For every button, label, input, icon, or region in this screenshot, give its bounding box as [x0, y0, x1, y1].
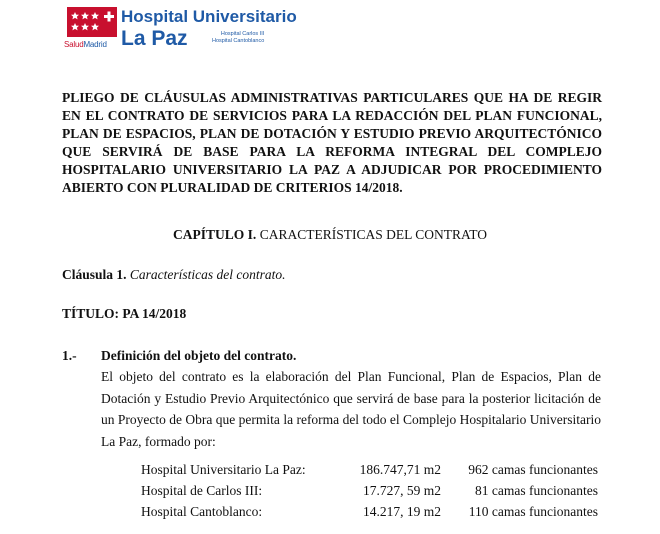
contract-title-code: TÍTULO: PA 14/2018: [62, 306, 187, 321]
site-beds: 110 camas funcionantes: [468, 504, 598, 519]
table-row: [141, 483, 598, 504]
salud-madrid-flag-icon: [66, 6, 118, 40]
site-area: 14.217, 19 m2: [362, 504, 441, 519]
clause-title: Características del contrato.: [126, 267, 286, 282]
table-row: [141, 504, 598, 525]
table-row: [141, 462, 598, 483]
site-name: Hospital de Carlos III:: [141, 483, 263, 498]
chapter-heading: [0, 226, 660, 244]
chapter-label: CAPÍTULO I.: [173, 227, 257, 242]
hospital-name: [121, 7, 297, 51]
chapter-title: CARACTERÍSTICAS DEL CONTRATO: [256, 227, 487, 242]
site-name: Hospital Cantoblanco:: [141, 504, 263, 519]
site-name: Hospital Universitario La Paz:: [141, 462, 306, 477]
section-heading: Definición del objeto del contrato.: [101, 348, 297, 363]
hospital-subsites: [212, 31, 264, 45]
hospital-sub-carlos: Hospital Carlos III: [220, 31, 265, 37]
site-area: 186.747,71 m2: [359, 462, 441, 477]
hospital-sub-cantoblanco: Hospital Cantoblanco: [212, 38, 265, 44]
brand-salud: Salud: [64, 40, 84, 49]
hospital-logo: [66, 6, 296, 50]
document-title: PLIEGO DE CLÁUSULAS ADMINISTRATIVAS PARTICULARES QUE HA DE REGIR EN EL CONTRATO DE SERVICIOS PARA LA REDACCIÓN DEL PLAN FUNCIONAL, PLAN DE ESPACIOS, PLAN DE DOTACIÓN Y ESTUDIO PREVIO ARQUITECTÓNICO QUE SERVIRÁ DE BASE PARA LA REFORMA INTEGRAL DEL COMPLEJO HOSPITALARIO UNIVERSITARIO LA PAZ A ADJUDICAR POR PROCEDIMIENTO ABIERTO CON PLURALIDAD DE CRITERIOS 14/2018.: [62, 90, 602, 195]
hospital-name-line1: Hospital Universitario: [121, 7, 297, 26]
section-number: 1.-: [62, 348, 77, 363]
hospital-sites-table: [141, 462, 598, 525]
clause-heading: [62, 266, 286, 284]
hospital-name-line2: La Paz: [121, 27, 188, 50]
salud-madrid-brand: [64, 40, 107, 49]
site-beds: 962 camas funcionantes: [468, 462, 598, 477]
section-body: El objeto del contrato es la elaboración del Plan Funcional, Plan de Espacios, Plan de Dotación y Estudio Previo Arquitectónico que servirá de base para la posterior licitación de un Proyecto de Obra que permita la reforma del todo el Complejo Hospitalario Universitario La Paz, formado por:: [101, 369, 601, 449]
site-beds: 81 camas funcionantes: [475, 483, 598, 498]
brand-madrid: Madrid: [83, 40, 107, 49]
site-area: 17.727, 59 m2: [362, 483, 441, 498]
clause-label: Cláusula 1.: [62, 267, 127, 282]
